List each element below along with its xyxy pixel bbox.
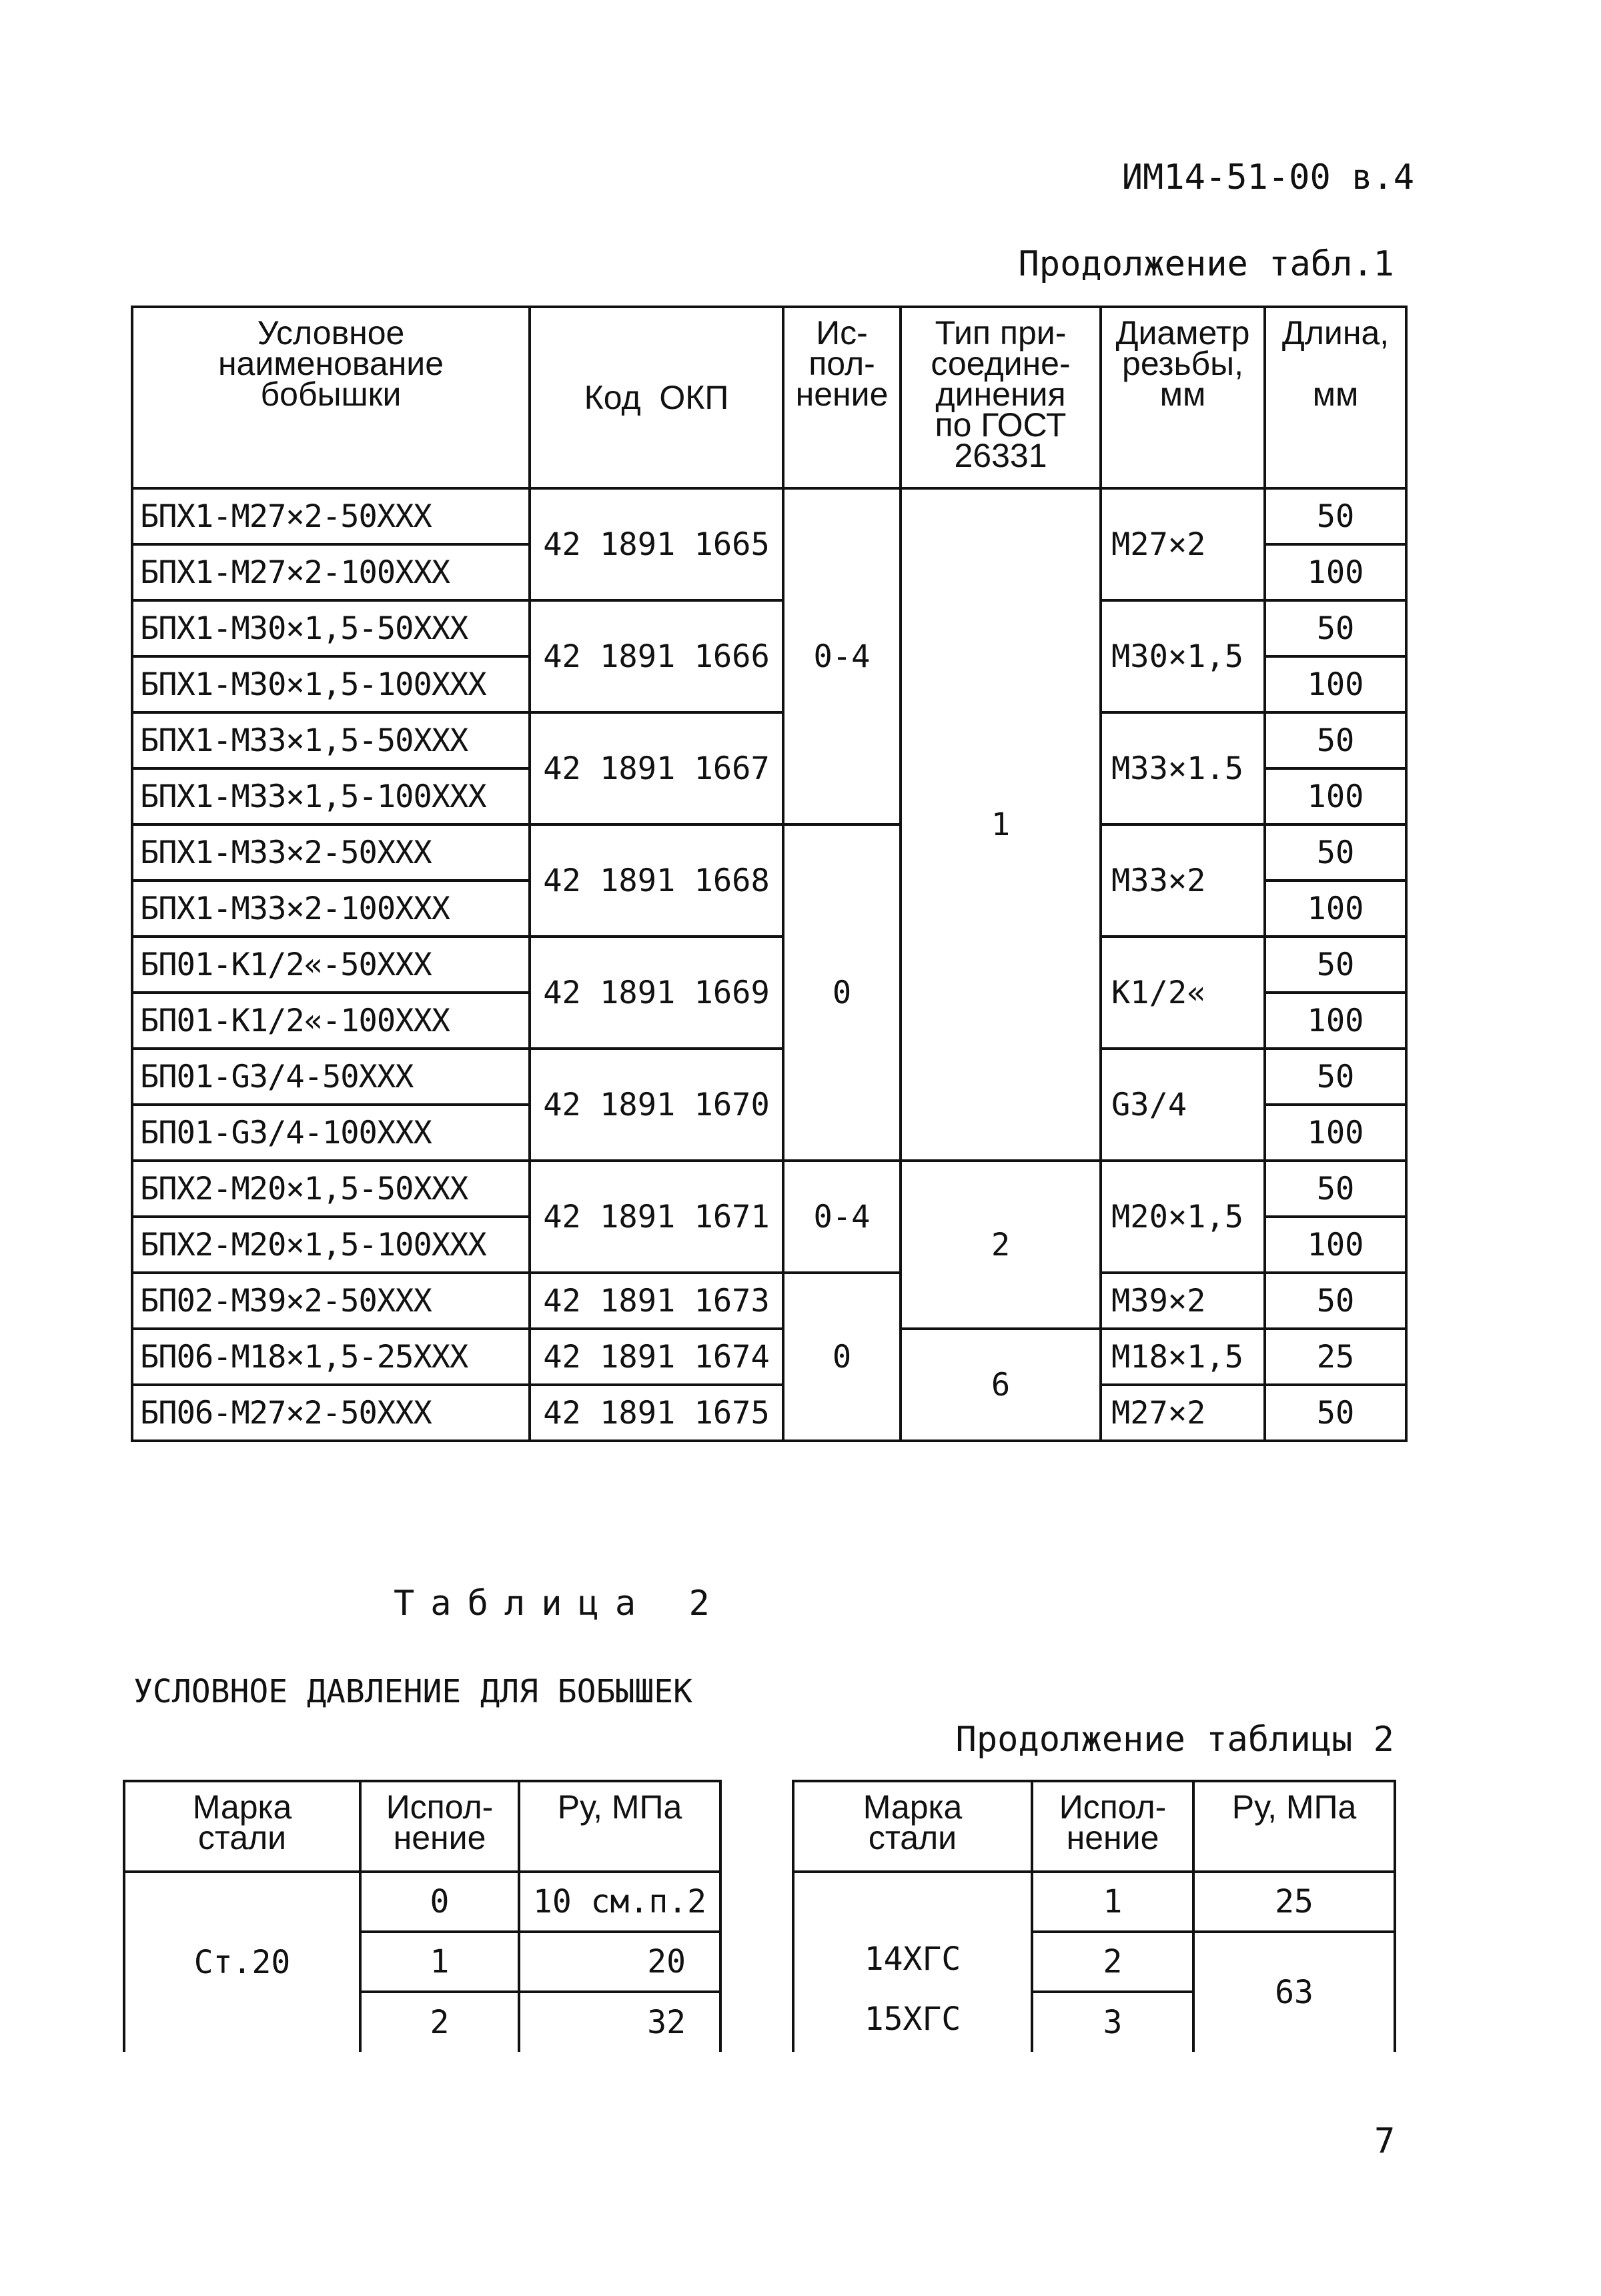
version-cell: 3: [1032, 1992, 1193, 2052]
table1-continuation-label: Продолжение табл.1: [1018, 244, 1394, 284]
table2-continuation-label: Продолжение таблицы 2: [955, 1720, 1394, 1760]
boss-name: БПХ2-М20×1,5-50ХХХ: [132, 1161, 530, 1217]
pressure-table-right: [792, 1780, 1396, 2052]
boss-name: БП01-G3/4-100ХХХ: [132, 1105, 530, 1161]
length-cell: 100: [1265, 768, 1406, 824]
version-cell: 0-4: [783, 488, 901, 824]
length-cell: 100: [1265, 881, 1406, 937]
header-length: Длина, мм: [1265, 307, 1406, 488]
length-cell: 100: [1265, 993, 1406, 1049]
table-row: [132, 1273, 1406, 1329]
boss-name: БПХ1-М30×1,5-100ХХХ: [132, 656, 530, 712]
length-cell: 50: [1265, 1273, 1406, 1329]
version-cell: 2: [360, 1992, 519, 2052]
steel-grade-cell: [793, 1872, 1032, 2052]
header-steel-grade: Марка стали: [124, 1781, 360, 1872]
length-cell: 50: [1265, 1161, 1406, 1217]
pressure-cell: 20: [519, 1932, 720, 1992]
pressure-cell: 32: [519, 1992, 720, 2052]
boss-name: БПХ1-М33×1,5-50ХХХ: [132, 712, 530, 768]
thread-cell: М30×1,5: [1101, 600, 1265, 712]
pressure-table-left: [123, 1780, 722, 2052]
header-thread-diameter: Диаметр резьбы, мм: [1101, 307, 1265, 488]
header-connection-type: Тип при- соедине- динения по ГОСТ 26331: [901, 307, 1101, 488]
thread-cell: К1/2«: [1101, 937, 1265, 1049]
thread-cell: М39×2: [1101, 1273, 1265, 1329]
okp-code: 42 1891 1670: [530, 1049, 783, 1161]
connection-type-cell: 2: [901, 1161, 1101, 1329]
boss-name: БП01-К1/2«-50ХХХ: [132, 937, 530, 993]
boss-name: БПХ1-М33×2-50ХХХ: [132, 824, 530, 881]
okp-code: 42 1891 1671: [530, 1161, 783, 1273]
okp-code: 42 1891 1674: [530, 1329, 783, 1385]
boss-name: БП06-М27×2-50ХХХ: [132, 1385, 530, 1441]
table-row: [124, 1872, 720, 1932]
table-row: [132, 488, 1406, 544]
version-cell: 0: [783, 1273, 901, 1441]
length-cell: 100: [1265, 656, 1406, 712]
version-cell: 0: [360, 1872, 519, 1932]
length-cell: 25: [1265, 1329, 1406, 1385]
header-version: Ис- пол- нение: [783, 307, 901, 488]
boss-name: БПХ1-М27×2-100ХХХ: [132, 544, 530, 600]
table2-subtitle: УСЛОВНОЕ ДАВЛЕНИЕ ДЛЯ БОБЫШЕК: [133, 1673, 693, 1710]
boss-name: БП06-М18×1,5-25ХХХ: [132, 1329, 530, 1385]
header-steel-grade: Марка стали: [793, 1781, 1032, 1872]
version-cell: 1: [360, 1932, 519, 1992]
length-cell: 50: [1265, 600, 1406, 656]
thread-cell: М33×2: [1101, 824, 1265, 937]
pressure-cell: 63: [1193, 1932, 1395, 2052]
table2-title: Таблица 2: [394, 1584, 726, 1624]
length-cell: 50: [1265, 824, 1406, 881]
pressure-cell: 10 см.п.2: [519, 1872, 720, 1932]
table-row: [132, 600, 1406, 656]
header-code: Код ОКП: [530, 307, 783, 488]
header-name: Условное наименование бобышки: [132, 307, 530, 488]
length-cell: 50: [1265, 1049, 1406, 1105]
okp-code: 42 1891 1668: [530, 824, 783, 937]
length-cell: 100: [1265, 1217, 1406, 1273]
boss-name: БП02-М39×2-50ХХХ: [132, 1273, 530, 1329]
thread-cell: М18×1,5: [1101, 1329, 1265, 1385]
table-row: [132, 1329, 1406, 1385]
length-cell: 100: [1265, 544, 1406, 600]
version-cell: 2: [1032, 1932, 1193, 1992]
pressure-cell: 25: [1193, 1872, 1395, 1932]
okp-code: 42 1891 1673: [530, 1273, 783, 1329]
table-row: [132, 1049, 1406, 1105]
length-cell: 50: [1265, 1385, 1406, 1441]
connection-type-cell: 1: [901, 488, 1101, 1161]
boss-name: БПХ1-М33×2-100ХХХ: [132, 881, 530, 937]
length-cell: 50: [1265, 488, 1406, 544]
thread-cell: М33×1.5: [1101, 712, 1265, 824]
steel-grade-cell: Ст.20: [124, 1872, 360, 2052]
version-cell: 1: [1032, 1872, 1193, 1932]
boss-name: БПХ1-М30×1,5-50ХХХ: [132, 600, 530, 656]
table-row: [132, 1385, 1406, 1441]
length-cell: 100: [1265, 1105, 1406, 1161]
version-cell: 0-4: [783, 1161, 901, 1273]
okp-code: 42 1891 1667: [530, 712, 783, 824]
table-row: [132, 937, 1406, 993]
table-row: [132, 824, 1406, 881]
thread-cell: G3/4: [1101, 1049, 1265, 1161]
table-row: [132, 1161, 1406, 1217]
boss-name: БП01-К1/2«-100ХХХ: [132, 993, 530, 1049]
header-version: Испол- нение: [360, 1781, 519, 1872]
page-number: 7: [1374, 2121, 1396, 2161]
header-pressure: Pу, МПа: [1193, 1781, 1395, 1872]
boss-name: БПХ2-М20×1,5-100ХХХ: [132, 1217, 530, 1273]
okp-code: 42 1891 1666: [530, 600, 783, 712]
thread-cell: М27×2: [1101, 488, 1265, 600]
table-row: [793, 1872, 1395, 1932]
thread-cell: М27×2: [1101, 1385, 1265, 1441]
table1: [131, 306, 1408, 1442]
version-cell: 0: [783, 824, 901, 1161]
steel-grade: 15ХГС: [864, 2000, 961, 2038]
boss-name: БП01-G3/4-50ХХХ: [132, 1049, 530, 1105]
boss-name: БПХ1-М27×2-50ХХХ: [132, 488, 530, 544]
length-cell: 50: [1265, 937, 1406, 993]
document-code: ИМ14-51-00 в.4: [1121, 157, 1414, 197]
connection-type-cell: 6: [901, 1329, 1101, 1441]
boss-name: БПХ1-М33×1,5-100ХХХ: [132, 768, 530, 824]
header-version: Испол- нение: [1032, 1781, 1193, 1872]
thread-cell: М20×1,5: [1101, 1161, 1265, 1273]
okp-code: 42 1891 1669: [530, 937, 783, 1049]
length-cell: 50: [1265, 712, 1406, 768]
header-pressure: Pу, МПа: [519, 1781, 720, 1872]
okp-code: 42 1891 1675: [530, 1385, 783, 1441]
okp-code: 42 1891 1665: [530, 488, 783, 600]
table-row: [132, 712, 1406, 768]
steel-grade: 14ХГС: [864, 1940, 961, 1978]
